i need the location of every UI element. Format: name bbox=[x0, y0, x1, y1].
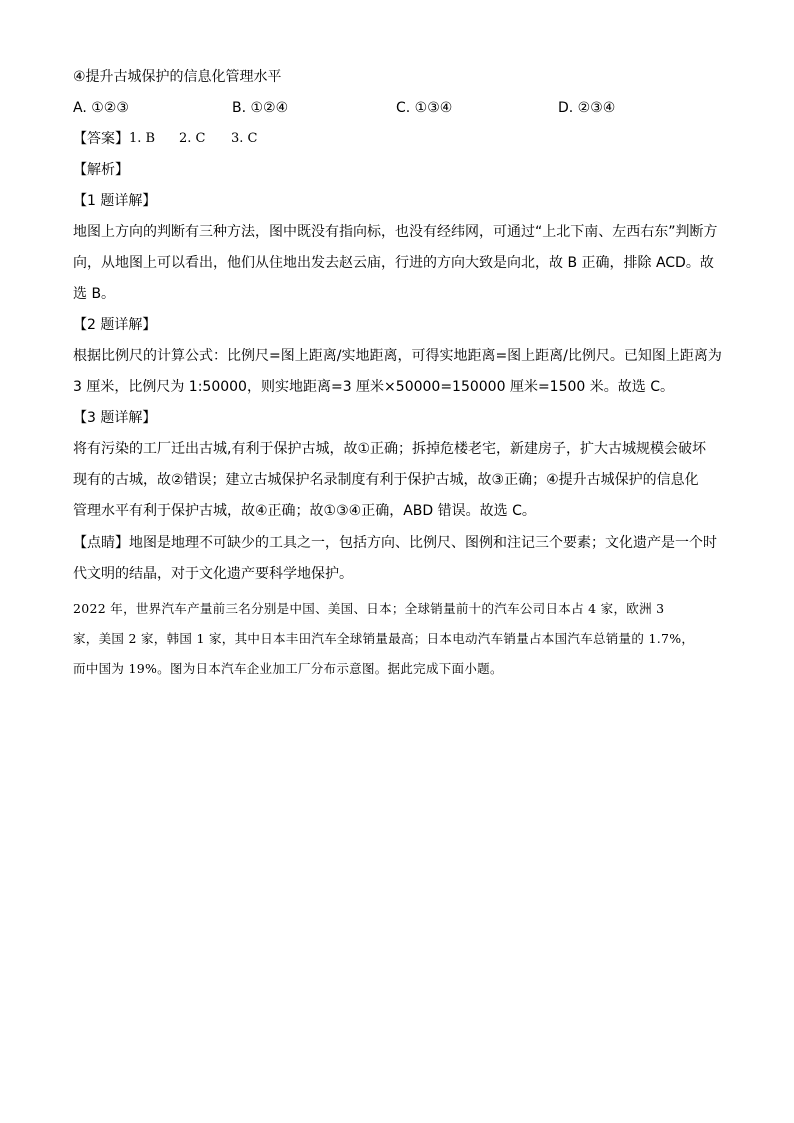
passage-line: 而中国为 19%。图为日本汽车企业加工厂分布示意图。据此完成下面小题。 bbox=[73, 661, 503, 676]
answer-3: 3. C bbox=[231, 131, 258, 146]
detail-3-line: 将有污染的工厂迁出古城,有利于保护古城，故①正确；拆掉危楼老宅，新建房子，扩大古城规模会破坏 bbox=[73, 441, 706, 457]
detail-2-line: 3 厘米，比例尺为 1:50000，则实地距离=3 厘米×50000=150000 厘米=1500 米。故选 C。 bbox=[73, 379, 674, 395]
question-option-4-text: ④提升古城保护的信息化管理水平 bbox=[73, 69, 282, 85]
passage-line: 2022 年，世界汽车产量前三名分别是中国、美国、日本；全球销量前十的汽车公司日本占 4 家，欧洲 3 bbox=[73, 601, 665, 616]
detail-2-line: 根据比例尺的计算公式：比例尺=图上距离/实地距离，可得实地距离=图上距离/比例尺。已知图上距离为 bbox=[73, 348, 722, 364]
comment-line: 代文明的结晶，对于文化遗产要科学地保护。 bbox=[73, 566, 353, 582]
comment-line: 【点睛】地图是地理不可缺少的工具之一，包括方向、比例尺、图例和注记三个要素；文化遗产是一个时 bbox=[73, 535, 717, 551]
detail-1-line: 向，从地图上可以看出，他们从住地出发去赵云庙，行进的方向大致是向北，故 B 正确，排除 ACD。故 bbox=[73, 255, 714, 271]
detail-1-line: 选 B。 bbox=[73, 286, 116, 302]
detail-3-heading: 【3 题详解】 bbox=[73, 410, 157, 426]
detail-3-line: 现有的古城，故②错误；建立古城保护名录制度有利于保护古城，故③正确；④提升古城保护的信息化 bbox=[73, 472, 699, 488]
choice-b: B. ①②④ bbox=[232, 100, 289, 116]
detail-1-heading: 【1 题详解】 bbox=[73, 193, 157, 209]
passage-line: 家，美国 2 家，韩国 1 家，其中日本丰田汽车全球销量最高；日本电动汽车销量占本国汽车总销量的 1.7%， bbox=[73, 631, 695, 646]
choice-c: C. ①③④ bbox=[396, 100, 453, 116]
answer-2: 2. C bbox=[179, 131, 206, 146]
detail-1-line: 地图上方向的判断有三种方法，图中既没有指向标，也没有经纬网，可通过“上北下南、左西右东”判断方 bbox=[73, 224, 718, 240]
detail-3-line: 管理水平有利于保护古城，故④正确；故①③④正确，ABD 错误。故选 C。 bbox=[73, 503, 536, 519]
detail-2-heading: 【2 题详解】 bbox=[73, 317, 157, 333]
choice-d: D. ②③④ bbox=[558, 100, 616, 116]
choice-a: A. ①②③ bbox=[73, 100, 129, 116]
analysis-heading: 【解析】 bbox=[73, 162, 129, 178]
answer-1: 1. B bbox=[129, 131, 156, 146]
answer-label: 【答案】 bbox=[73, 131, 129, 147]
